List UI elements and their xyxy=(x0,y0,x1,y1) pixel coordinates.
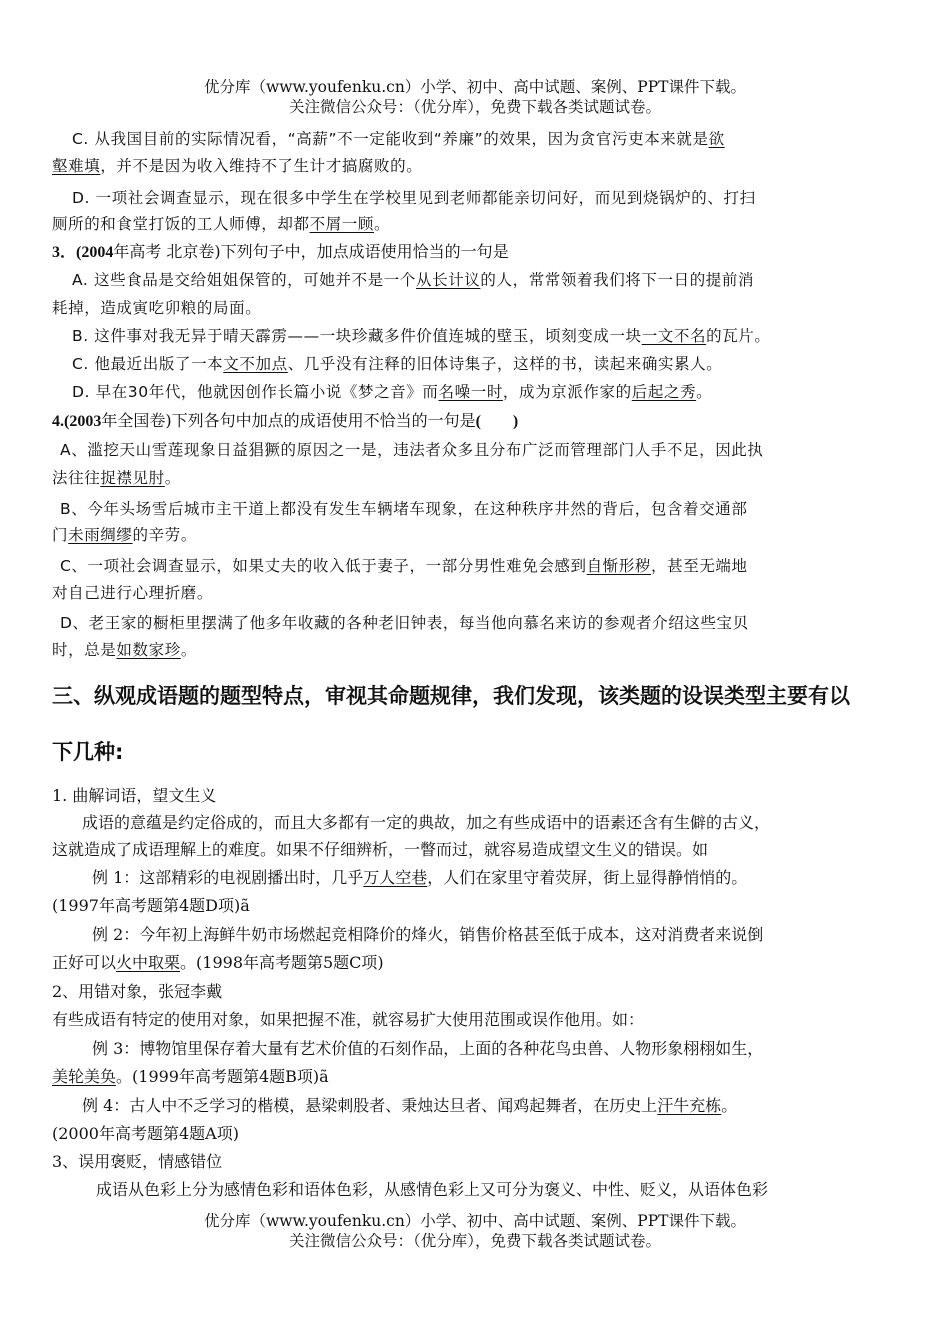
q4-idiom-weiyu: 未雨绸缪 xyxy=(68,526,133,544)
q2-idiom-buxie: 不屑一顾 xyxy=(309,215,375,233)
idiom-hanniu: 汗牛充栋 xyxy=(657,1096,722,1115)
q4-option-a-line-2: 法往往捉襟见肘。 xyxy=(52,469,181,487)
q3-idiom-yiwen: 一文不名 xyxy=(641,327,707,345)
header-line-2: 关注微信公众号：（优分库），免费下载各类试题试卷。 xyxy=(288,98,661,116)
q2-idiom-yuhe-part1: 欲 xyxy=(708,130,725,148)
example-3-line-2: 美轮美奂。(1999年高考题第4题B项)ã xyxy=(52,1067,329,1086)
q2-idiom-yuhe-part2: 壑难填 xyxy=(52,157,101,175)
q2-option-d-line-1: D. 一项社会调查显示，现在很多中学生在学校里见到老师都能亲切问好，而见到烧锅炉的、打扫 xyxy=(72,189,756,207)
footer-line-2: 关注微信公众号：（优分库），免费下载各类试题试卷。 xyxy=(288,1232,661,1250)
q3-idiom-wenbu: 文不加点 xyxy=(223,355,288,373)
part1-paragraph-line-2: 这就造成了成语理解上的难度。如果不仔细辨析，一瞥而过，就容易造成望文生义的错误。如 xyxy=(52,840,709,859)
q4-idiom-zhuojin: 捉襟见肘 xyxy=(100,469,165,487)
example-1-source: (1997年高考题第4题D项)ã xyxy=(52,896,250,915)
example-2-line-2: 正好可以火中取栗。(1998年高考题第5题C项) xyxy=(52,953,384,972)
q3-idiom-houqi: 后起之秀 xyxy=(631,383,697,401)
q3-stem: 3．(2004年高考 北京卷)下列句子中，加点成语使用恰当的一句是 xyxy=(52,242,509,261)
q4-idiom-zican: 自惭形秽 xyxy=(586,557,652,575)
section-3-title-line-2: 下几种: xyxy=(52,740,124,764)
example-1-line-1: 例 1：这部精彩的电视剧播出时，几乎万人空巷，人们在家里守着荧屏，街上显得静悄悄的。 xyxy=(92,868,748,887)
part3-paragraph-line-1: 成语从色彩上分为感情色彩和语体色彩，从感情色彩上又可分为褒义、中性、贬义，从语体色彩 xyxy=(96,1180,769,1199)
q3-option-d: D. 早在30年代，他就因创作长篇小说《梦之音》而名噪一时，成为京派作家的后起之秀。 xyxy=(72,383,713,401)
q3-option-c: C. 他最近出版了一本文不加点、几乎没有注释的旧体诗集子，这样的书，读起来确实累人。 xyxy=(72,355,723,373)
part2-paragraph: 有些成语有特定的使用对象，如果把握不准，就容易扩大使用范围或误作他用。如： xyxy=(52,1010,645,1029)
q4-option-b-line-1: B、今年头场雪后城市主干道上都没有发生车辆堵车现象，在这种秩序井然的背后，包含着交通部 xyxy=(60,500,748,518)
q4-option-d-line-2: 时，总是如数家珍。 xyxy=(52,641,197,659)
q4-option-d-line-1: D、老王家的橱柜里摆满了他多年收藏的各种老旧钟表，每当他向慕名来访的参观者介绍这些宝贝 xyxy=(60,614,749,632)
part2-heading: 2、用错对象，张冠李戴 xyxy=(52,982,223,1001)
q3-idiom-mingzao: 名噪一时 xyxy=(438,383,503,401)
part1-heading: 1. 曲解词语，望文生义 xyxy=(52,786,217,805)
q2-option-c-line-1: C. 从我国目前的实际情况看，“高薪”不一定能收到“养廉”的效果，因为贪官污吏本来就是欲 xyxy=(72,130,725,148)
part3-heading: 3、误用褒贬，情感错位 xyxy=(52,1152,223,1171)
example-4-line-1: 例 4：古人中不乏学习的楷模，悬梁刺股者、秉烛达旦者、闻鸡起舞者，在历史上汗牛充栋。 xyxy=(82,1096,738,1115)
idiom-huozhong: 火中取栗 xyxy=(116,953,181,972)
q3-option-a-line-2: 耗掉，造成寅吃卯粮的局面。 xyxy=(52,299,262,317)
idiom-wanren: 万人空巷 xyxy=(363,868,428,887)
q4-option-c-line-2: 对自己进行心理折磨。 xyxy=(52,584,214,602)
example-2-line-1: 例 2：今年初上海鲜牛奶市场燃起竞相降价的烽火，销售价格甚至低于成本，这对消费者来说倒 xyxy=(92,925,764,944)
q3-option-a-line-1: A. 这些食品是交给姐姐保管的，可她并不是一个从长计议的人，常常领着我们将下一日的提前消 xyxy=(72,271,755,289)
example-4-source: (2000年高考题第4题A项) xyxy=(52,1124,239,1143)
q4-option-a-line-1: A、滥挖天山雪莲现象日益猖獗的原因之一是，违法者众多且分布广泛而管理部门人手不足，因此执 xyxy=(60,441,764,459)
q4-stem: 4.(2003年全国卷)下列各句中加点的成语使用不恰当的一句是( ) xyxy=(52,411,519,430)
q4-idiom-rushu: 如数家珍 xyxy=(116,641,181,659)
q4-option-c-line-1: C、一项社会调查显示，如果丈夫的收入低于妻子，一部分男性难免会感到自惭形秽，甚至无端地 xyxy=(60,557,748,575)
header-line-1: 优分库（www.youfenku.cn）小学、初中、高中试题、案例、PPT课件下载。 xyxy=(203,78,747,96)
q3-option-b: B. 这件事对我无异于晴天霹雳——一块珍藏多件价值连城的壁玉，顷刻变成一块一文不名的瓦片。 xyxy=(72,327,771,345)
q3-idiom-congchang: 从长计议 xyxy=(416,271,481,289)
idiom-meilun: 美轮美奂 xyxy=(52,1067,117,1086)
q2-option-c-line-2: 壑难填，并不是因为收入维持不了生计才搞腐败的。 xyxy=(52,157,423,175)
footer-line-1: 优分库（www.youfenku.cn）小学、初中、高中试题、案例、PPT课件下载。 xyxy=(203,1212,747,1230)
q2-option-d-line-2: 厕所的和食堂打饭的工人师傅，却都不屑一顾。 xyxy=(52,215,391,233)
section-3-title-line-1: 三、纵观成语题的题型特点，审视其命题规律，我们发现，该类题的设误类型主要有以 xyxy=(52,684,850,708)
example-3-line-1: 例 3：博物馆里保存着大量有艺术价值的石刻作品，上面的各种花鸟虫兽、人物形象栩栩如生， xyxy=(92,1039,764,1058)
part1-paragraph-line-1: 成语的意蕴是约定俗成的，而且大多都有一定的典故，加之有些成语中的语素还含有生僻的古义， xyxy=(82,813,771,832)
q4-option-b-line-2: 门未雨绸缪的辛劳。 xyxy=(52,526,197,544)
